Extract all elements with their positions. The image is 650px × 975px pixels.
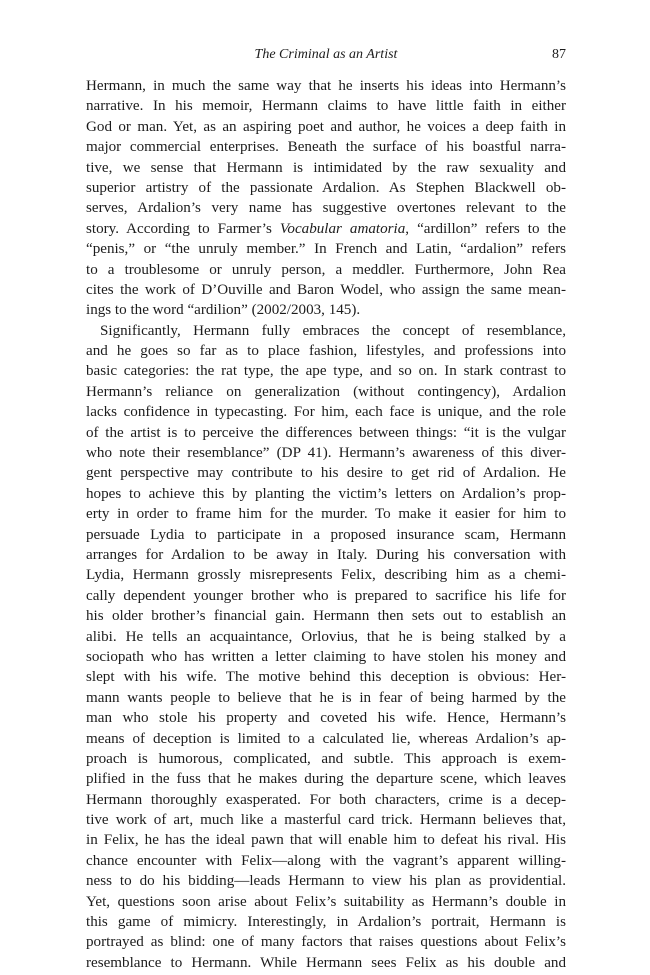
text-line: of the artist is to perceive the differences between things: “it is the vulgar <box>86 424 566 441</box>
text-line: Hermann, in much the same way that he inserts his ideas into Hermann’s <box>86 78 566 94</box>
text-line: narrative. In his memoir, Hermann claims to have little faith in either <box>86 98 566 115</box>
text-line: tive work of art, much like a masterful card trick. Hermann believes that, <box>86 812 566 829</box>
text-line: man who stole his property and coveted his wife. Hence, Hermann’s <box>86 710 566 727</box>
page-number: 87 <box>552 47 566 62</box>
text-line: gent perspective may contribute to his desire to get rid of Ardalion. He <box>86 465 566 482</box>
text-line: and he goes so far as to place fashion, lifestyles, and professions into <box>86 343 566 360</box>
text-line: cites the work of D’Ouville and Baron Wodel, who assign the same mean- <box>86 281 566 298</box>
paragraph <box>86 76 566 321</box>
text-line: slept with his wife. The motive behind this deception is obvious: Her- <box>86 669 566 686</box>
text-line: major commercial enterprises. Beneath the surface of his boastful narra- <box>86 139 566 156</box>
body-text <box>86 76 566 973</box>
text-line: Hermann thoroughly exasperated. For both characters, crime is a decep- <box>86 791 566 808</box>
paragraph <box>86 321 566 974</box>
running-title: The Criminal as an Artist <box>254 47 398 62</box>
text-line: alibi. He tells an acquaintance, Orlovius, that he is being stalked by a <box>86 628 566 645</box>
text-line: basic categories: the rat type, the ape type, and so on. In stark contrast to <box>86 363 566 380</box>
text-line: arranges for Ardalion to be away in Italy. During his conversation with <box>86 546 566 563</box>
text-line: to a troublesome or unruly person, a meddler. Furthermore, John Rea <box>86 261 566 278</box>
text-line: hopes to achieve this by planting the victim’s letters on Ardalion’s prop- <box>86 485 566 502</box>
text-line: this game of mimicry. Interestingly, in Ardalion’s portrait, Hermann is <box>86 914 566 931</box>
text-line: resemblance to Hermann. While Hermann sees Felix as his double and <box>86 954 566 971</box>
text-line: persuade Lydia to participate in a proposed insurance scam, Hermann <box>86 526 566 543</box>
text-line: God or man. Yet, as an aspiring poet and author, he voices a deep faith in <box>86 118 566 135</box>
text-line: superior artistry of the passionate Ardalion. As Stephen Blackwell ob- <box>86 179 566 196</box>
text-line: chance encounter with Felix—along with the vagrant’s apparent willing- <box>86 852 566 869</box>
text-line: proach is humorous, complicated, and subtle. This approach is exem- <box>86 750 566 767</box>
text-line: ness to do his bidding—leads Hermann to view his plan as providential. <box>86 873 566 890</box>
text-line: serves, Ardalion’s very name has suggestive overtones relevant to the <box>86 200 566 217</box>
text-line: Hermann’s reliance on generalization (without contingency), Ardalion <box>86 383 566 400</box>
text-line: lacks confidence in typecasting. For him, each face is unique, and the role <box>86 404 566 421</box>
text-line: “penis,” or “the unruly member.” In French and Latin, “ardalion” refers <box>86 241 566 258</box>
text-line: Lydia, Hermann grossly misrepresents Felix, describing him as a chemi- <box>86 567 566 584</box>
text-line: cally dependent younger brother who is prepared to sacrifice his life for <box>86 587 566 604</box>
running-header <box>86 47 566 67</box>
text-line: ings to the word “ardilion” (2002/2003, 145). <box>86 302 361 319</box>
text-line: mann wants people to believe that he is in fear of being harmed by the <box>86 689 566 706</box>
text-line: Yet, questions soon arise about Felix’s suitability as Hermann’s double in <box>86 893 566 910</box>
text-line: Significantly, Hermann fully embraces the concept of resemblance, <box>100 322 566 339</box>
text-line: erty in order to frame him for the murder. To make it easier for him to <box>86 506 566 523</box>
text-line: plified in the fuss that he makes during the departure scene, which leaves <box>86 771 566 788</box>
text-line: story. According to Farmer’s Vocabular amatoria, “ardillon” refers to the <box>86 220 567 237</box>
text-line: his older brother’s financial gain. Hermann then sets out to establish an <box>86 608 566 625</box>
text-line: tive, we sense that Hermann is intimidated by the raw sexuality and <box>86 159 566 176</box>
italic-title: Vocabular amatoria <box>279 220 406 237</box>
text-line: who note their resemblance” (DP 41). Hermann’s awareness of this diver- <box>86 445 566 462</box>
text-line: in Felix, he has the ideal pawn that will enable him to defeat his rival. His <box>86 832 566 849</box>
text-line: portrayed as blind: one of many factors that raises questions about Felix’s <box>86 934 566 951</box>
text-line: sociopath who has written a letter claiming to have stolen his money and <box>86 648 566 665</box>
text-line: means of deception is limited to a calculated lie, whereas Ardalion’s ap- <box>86 730 566 747</box>
